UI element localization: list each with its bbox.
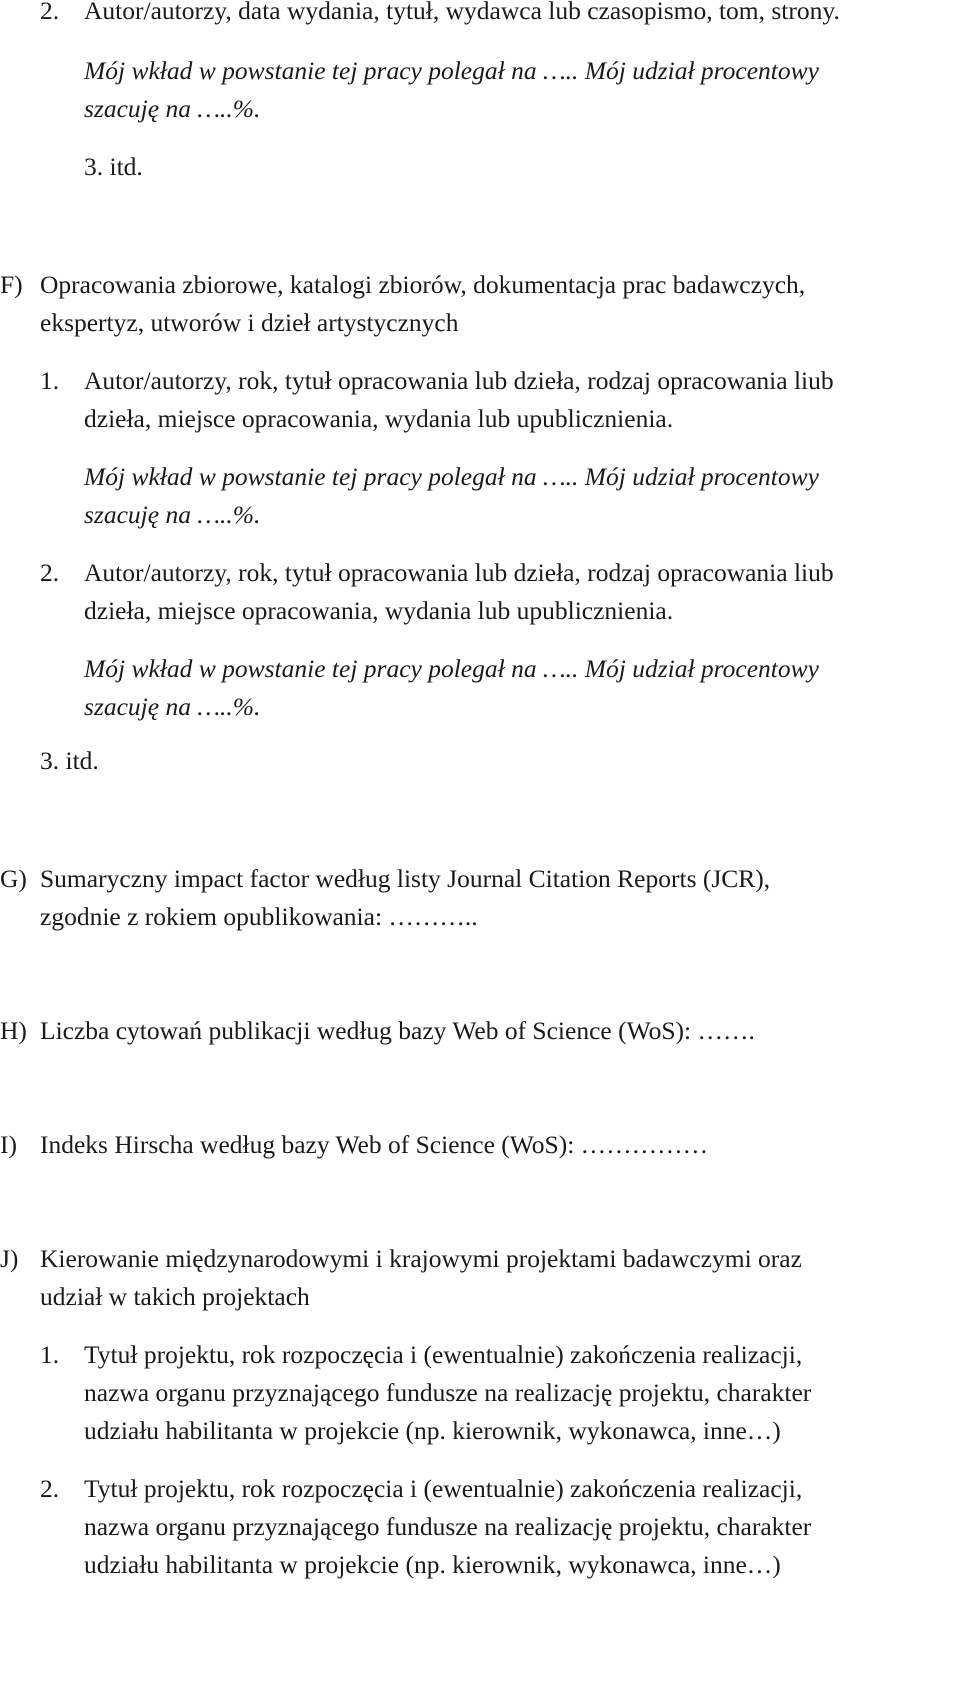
section-letter: I): [0, 1130, 17, 1159]
contribution-line: Mój wkład w powstanie tej pracy polegał na ….. Mój udział procentowy: [84, 654, 819, 683]
entry-citation: dzieła, miejsce opracowania, wydania lub upublicznienia.: [84, 596, 674, 625]
contribution-line: Mój wkład w powstanie tej pracy polegał na ….. Mój udział procentowy: [84, 56, 819, 85]
contribution-line: Mój wkład w powstanie tej pracy polegał na ….. Mój udział procentowy: [84, 462, 819, 491]
impact-factor-text: zgodnie z rokiem opublikowania: ………..: [40, 902, 478, 931]
section-letter: H): [0, 1016, 27, 1045]
project-entry: udziału habilitanta w projekcie (np. kierownik, wykonawca, inne…): [84, 1550, 781, 1579]
entry-citation: Autor/autorzy, data wydania, tytuł, wydawca lub czasopismo, tom, strony.: [84, 0, 840, 25]
entry-citation: Autor/autorzy, rok, tytuł opracowania lub dzieła, rodzaj opracowania liub: [84, 558, 834, 587]
entry-citation: dzieła, miejsce opracowania, wydania lub upublicznienia.: [84, 404, 674, 433]
entry-citation: Autor/autorzy, rok, tytuł opracowania lub dzieła, rodzaj opracowania liub: [84, 366, 834, 395]
list-number: 1.: [40, 1340, 60, 1369]
list-number: 2.: [40, 1474, 60, 1503]
list-number: 2.: [40, 0, 60, 25]
section-heading: Kierowanie międzynarodowymi i krajowymi projektami badawczymi oraz: [40, 1244, 802, 1273]
section-letter: G): [0, 864, 27, 893]
contribution-line: szacuję na …..%.: [84, 500, 261, 529]
contribution-line: szacuję na …..%.: [84, 94, 261, 123]
section-heading: udział w takich projektach: [40, 1282, 310, 1311]
hirsch-index-text: Indeks Hirscha według bazy Web of Science (WoS): ……………: [40, 1130, 709, 1159]
citations-text: Liczba cytowań publikacji według bazy Web of Science (WoS): …….: [40, 1016, 755, 1045]
project-entry: Tytuł projektu, rok rozpoczęcia i (ewentualnie) zakończenia realizacji,: [84, 1340, 803, 1369]
section-heading: ekspertyz, utworów i dzieł artystycznych: [40, 308, 459, 337]
project-entry: nazwa organu przyznającego fundusze na realizację projektu, charakter: [84, 1512, 812, 1541]
section-letter: J): [0, 1244, 19, 1273]
contribution-line: szacuję na …..%.: [84, 692, 261, 721]
project-entry: nazwa organu przyznającego fundusze na realizację projektu, charakter: [84, 1378, 812, 1407]
list-number: 2.: [40, 558, 60, 587]
section-letter: F): [0, 270, 23, 299]
project-entry: Tytuł projektu, rok rozpoczęcia i (ewentualnie) zakończenia realizacji,: [84, 1474, 803, 1503]
etc-item: 3. itd.: [40, 746, 99, 775]
project-entry: udziału habilitanta w projekcie (np. kierownik, wykonawca, inne…): [84, 1416, 781, 1445]
impact-factor-text: Sumaryczny impact factor według listy Journal Citation Reports (JCR),: [40, 864, 771, 893]
list-number: 1.: [40, 366, 60, 395]
etc-item: 3. itd.: [84, 152, 143, 181]
section-heading: Opracowania zbiorowe, katalogi zbiorów, dokumentacja prac badawczych,: [40, 270, 806, 299]
